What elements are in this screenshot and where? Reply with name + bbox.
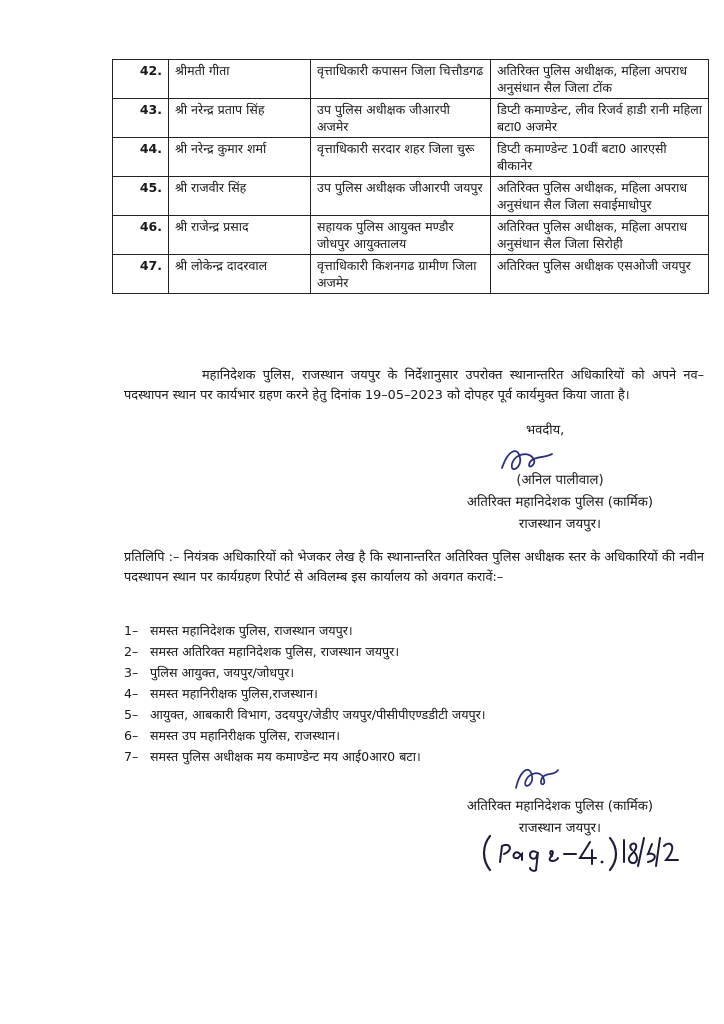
new-post: अतिरिक्त पुलिस अधीक्षक, महिला अपराध अनुसंधान सैल जिला टोंक <box>491 60 709 99</box>
signatory2-designation: अतिरिक्त महानिदेशक पुलिस (कार्मिक) <box>466 799 654 814</box>
list-item-text: समस्त उप महानिरीक्षक पुलिस, राजस्थान। <box>150 728 340 743</box>
row-number: 43. <box>113 99 169 138</box>
list-item-text: समस्त पुलिस अधीक्षक मय कमाण्डेन्ट मय आई0आर0 बटा। <box>150 749 421 764</box>
salutation: भवदीय, <box>526 423 565 438</box>
list-item-number: 5– <box>124 707 139 722</box>
signatory-office: राजस्थान जयपुर। <box>518 517 602 532</box>
handwritten-page-note <box>480 832 686 874</box>
officer-name: श्री राजवीर सिंह <box>169 177 311 216</box>
row-number: 45. <box>113 177 169 216</box>
signature-block-1 <box>420 470 700 536</box>
row-number: 44. <box>113 138 169 177</box>
list-item-number: 2– <box>124 644 139 659</box>
officer-name: श्रीमती गीता <box>169 60 311 99</box>
current-post: वृत्ताधिकारी सरदार शहर जिला चुरू <box>311 138 491 177</box>
list-item-text: समस्त महानिरीक्षक पुलिस,राजस्थान। <box>150 686 318 701</box>
table-row <box>113 60 709 99</box>
row-number: 42. <box>113 60 169 99</box>
list-item-number: 3– <box>124 665 139 680</box>
list-item-text: समस्त अतिरिक्त महानिदेशक पुलिस, राजस्थान जयपुर। <box>150 644 400 659</box>
list-item-number: 6– <box>124 728 139 743</box>
new-post: अतिरिक्त पुलिस अधीक्षक एसओजी जयपुर <box>491 255 709 294</box>
officer-name: श्री नरेन्द्र कुमार शर्मा <box>169 138 311 177</box>
current-post: वृत्ताधिकारी कपासन जिला चित्तौडगढ <box>311 60 491 99</box>
transfer-table <box>112 59 709 294</box>
list-item-text: समस्त महानिदेशक पुलिस, राजस्थान जयपुर। <box>150 623 353 638</box>
current-post: वृत्ताधिकारी किशनगढ ग्रामीण जिला अजमेर <box>311 255 491 294</box>
current-post: उप पुलिस अधीक्षक जीआरपी अजमेर <box>311 99 491 138</box>
copy-to-list <box>124 620 486 767</box>
table-row <box>113 177 709 216</box>
list-item-text: आयुक्त, आबकारी विभाग, उदयपुर/जेडीए जयपुर/पीसीपीएण्डडीटी जयपुर। <box>150 707 486 722</box>
new-post: डिप्टी कमाण्डेन्ट 10वीं बटा0 आरएसी बीकानेर <box>491 138 709 177</box>
new-post: डिप्टी कमाण्डेन्ट, लीव रिजर्व हाडी रानी महिला बटा0 अजमेर <box>491 99 709 138</box>
list-item <box>124 725 486 746</box>
officer-name: श्री लोकेन्द्र दादरवाल <box>169 255 311 294</box>
table-row <box>113 99 709 138</box>
table-row <box>113 255 709 294</box>
current-post: उप पुलिस अधीक्षक जीआरपी जयपुर <box>311 177 491 216</box>
list-item-number: 7– <box>124 749 139 764</box>
new-post: अतिरिक्त पुलिस अधीक्षक, महिला अपराध अनुसंधान सैल जिला सवाईमाधोपुर <box>491 177 709 216</box>
signatory2-office: राजस्थान जयपुर। <box>518 821 602 836</box>
row-number: 46. <box>113 216 169 255</box>
new-post: अतिरिक्त पुलिस अधीक्षक, महिला अपराध अनुसंधान सैल जिला सिरोही <box>491 216 709 255</box>
list-item <box>124 662 486 683</box>
row-number: 47. <box>113 255 169 294</box>
list-item <box>124 746 486 767</box>
signatory-name: (अनिल पालीवाल) <box>516 473 604 488</box>
list-item <box>124 704 486 725</box>
table-row <box>113 138 709 177</box>
list-item <box>124 620 486 641</box>
list-item-text: पुलिस आयुक्त, जयपुर/जोधपुर। <box>150 665 295 680</box>
signature-2 <box>510 762 562 796</box>
current-post: सहायक पुलिस आयुक्त मण्डौर जोधपुर आयुक्तालय <box>311 216 491 255</box>
officer-name: श्री राजेन्द्र प्रसाद <box>169 216 311 255</box>
order-paragraph: महानिदेशक पुलिस, राजस्थान जयपुर के निर्देशानुसार उपरोक्त स्थानान्तरित अधिकारियों को अपने नव–पदस्थापन स्थान पर कार्यभार ग्रहण करने हेतु दिनांक 19–05–2023 को दोपहर पूर्व कार्यमुक्त किया जाता है। <box>124 368 704 403</box>
list-item-number: 4– <box>124 686 139 701</box>
copy-to-intro: प्रतिलिपि :– नियंत्रक अधिकारियों को भेजकर लेख है कि स्थानान्तरित अतिरिक्त पुलिस अधीक्षक स्तर के अधिकारियों की नवीन पदस्थापन स्थान पर कार्यग्रहण रिपोर्ट से अविलम्ब इस कार्यालय को अवगत करावें:– <box>124 550 704 585</box>
list-item <box>124 641 486 662</box>
table-row <box>113 216 709 255</box>
list-item-number: 1– <box>124 623 139 638</box>
list-item <box>124 683 486 704</box>
signatory-designation: अतिरिक्त महानिदेशक पुलिस (कार्मिक) <box>466 495 654 510</box>
officer-name: श्री नरेन्द्र प्रताप सिंह <box>169 99 311 138</box>
